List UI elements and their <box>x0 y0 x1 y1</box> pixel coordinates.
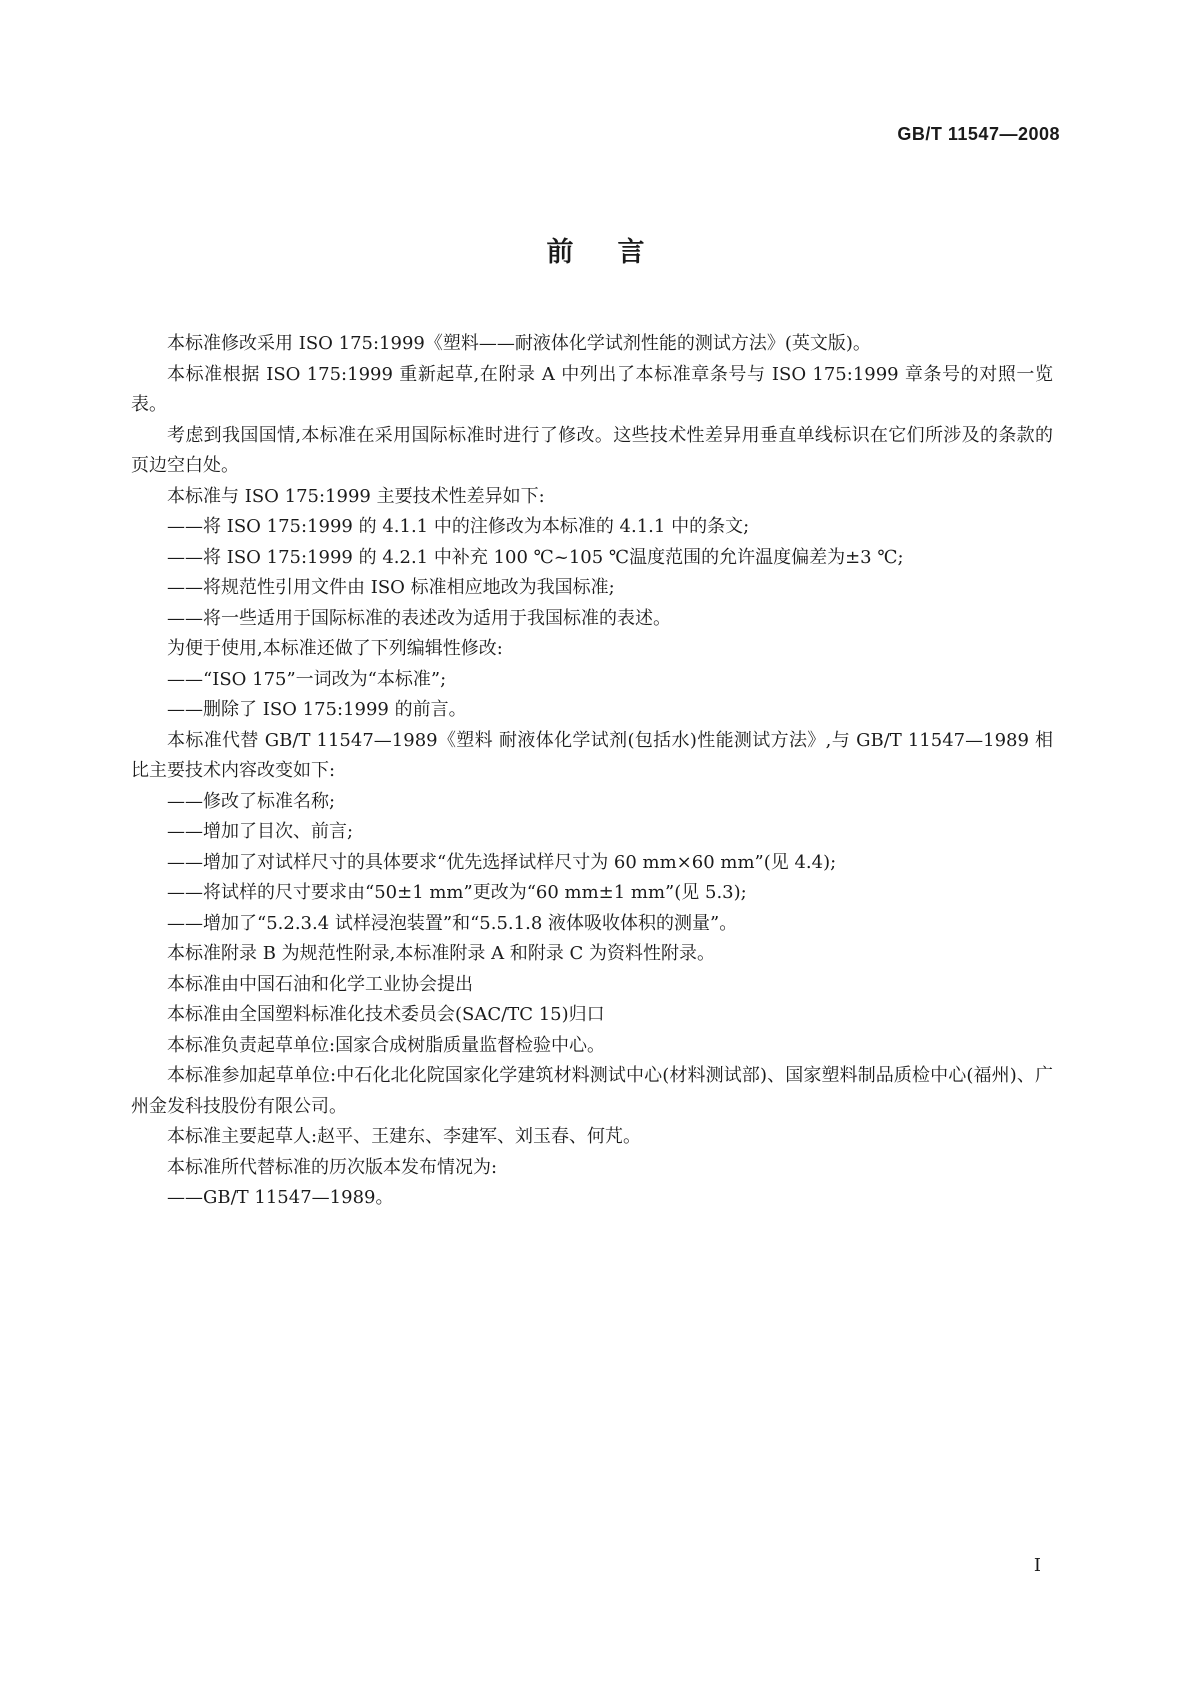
paragraph: 本标准所代替标准的历次版本发布情况为: <box>167 1156 498 1178</box>
paragraph: 本标准负责起草单位:国家合成树脂质量监督检验中心。 <box>167 1034 606 1056</box>
list-item: ——将 ISO 175:1999 的 4.2.1 中补充 100 ℃~105 ℃温度范围的允许温度偏差为±3 ℃; <box>167 546 904 568</box>
paragraph: 本标准主要起草人:赵平、王建东、李建军、刘玉春、何芃。 <box>167 1126 642 1147</box>
paragraph: 本标准根据 ISO 175:1999 重新起草,在附录 A 中列出了本标准章条号与 ISO 175:1999 章条号的对照一览表。 <box>131 363 1053 415</box>
paragraph: 考虑到我国国情,本标准在采用国际标准时进行了修改。这些技术性差异用垂直单线标识在它们所涉及的条款的页边空白处。 <box>131 424 1053 476</box>
paragraph: 本标准附录 B 为规范性附录,本标准附录 A 和附录 C 为资料性附录。 <box>167 943 716 964</box>
paragraph: 本标准代替 GB/T 11547—1989《塑料 耐液体化学试剂(包括水)性能测试方法》,与 GB/T 11547—1989 相比主要技术内容改变如下: <box>131 729 1053 781</box>
list-item: ——GB/T 11547—1989。 <box>167 1187 394 1208</box>
page-number: I <box>1033 1555 1041 1576</box>
standard-number: GB/T 11547—2008 <box>897 124 1060 144</box>
paragraph: 为便于使用,本标准还做了下列编辑性修改: <box>167 638 503 659</box>
page-title: 前言 <box>546 237 689 268</box>
list-item: ——将试样的尺寸要求由“50±1 mm”更改为“60 mm±1 mm”(见 5.3); <box>167 882 747 903</box>
list-item: ——将规范性引用文件由 ISO 标准相应地改为我国标准; <box>167 577 615 598</box>
paragraph: 本标准由中国石油和化学工业协会提出 <box>167 973 473 995</box>
paragraph: 本标准由全国塑料标准化技术委员会(SAC/TC 15)归口 <box>167 1004 605 1025</box>
list-item: ——修改了标准名称; <box>167 790 336 812</box>
list-item: ——增加了“5.2.3.4 试样浸泡装置”和“5.5.1.8 液体吸收体积的测量”。 <box>167 912 738 934</box>
paragraph: 本标准修改采用 ISO 175:1999《塑料——耐液体化学试剂性能的测试方法》(英文版)。 <box>167 333 871 354</box>
list-item: ——增加了目次、前言; <box>167 821 354 842</box>
list-item: ——“ISO 175”一词改为“本标准”; <box>167 668 447 690</box>
paragraph: 本标准与 ISO 175:1999 主要技术性差异如下: <box>167 485 545 507</box>
paragraph: 本标准参加起草单位:中石化北化院国家化学建筑材料测试中心(材料测试部)、国家塑料制品质检中心(福州)、广州金发科技股份有限公司。 <box>131 1065 1053 1117</box>
list-item: ——将 ISO 175:1999 的 4.1.1 中的注修改为本标准的 4.1.1 中的条文; <box>167 516 750 537</box>
list-item: ——增加了对试样尺寸的具体要求“优先选择试样尺寸为 60 mm×60 mm”(见 4.4); <box>167 851 837 873</box>
list-item: ——删除了 ISO 175:1999 的前言。 <box>167 699 467 720</box>
list-item: ——将一些适用于国际标准的表述改为适用于我国标准的表述。 <box>167 607 671 629</box>
foreword-body <box>131 329 1053 1214</box>
